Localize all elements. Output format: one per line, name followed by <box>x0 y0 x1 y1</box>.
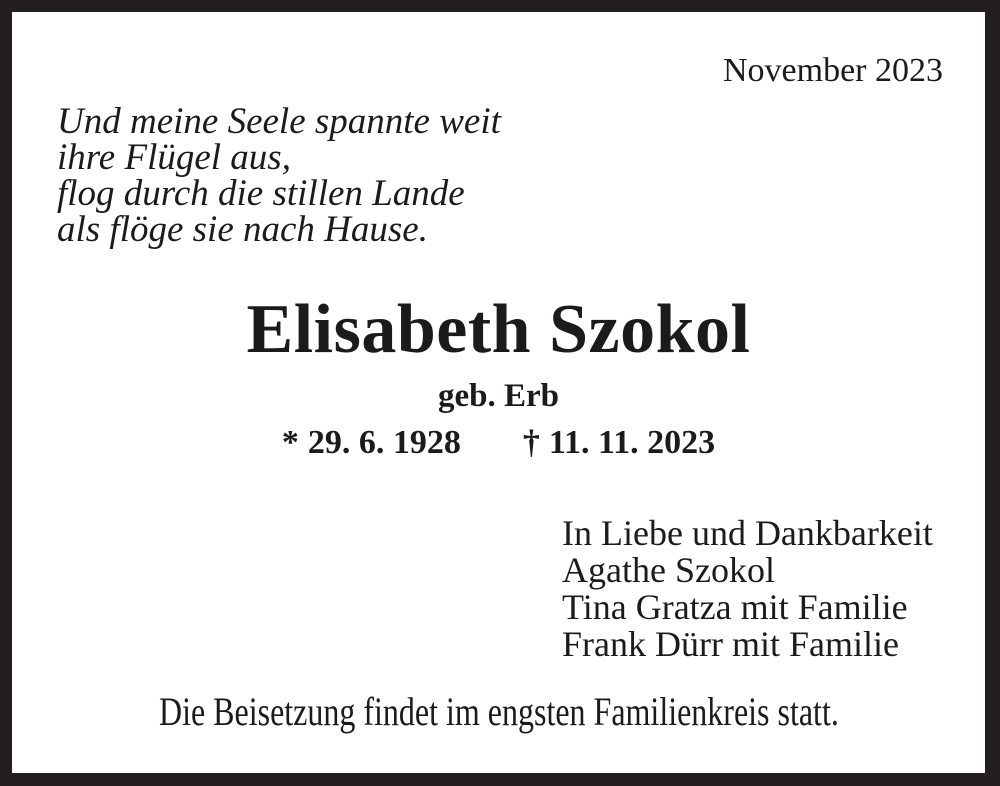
poem-line: ihre Flügel aus, <box>57 137 291 178</box>
poem-line: Und meine Seele spannte weit <box>57 101 501 142</box>
memorial-poem <box>57 101 501 250</box>
funeral-note <box>12 690 985 734</box>
death-date <box>523 426 715 460</box>
mourners-list <box>562 515 933 663</box>
mourner-line: Tina Gratza mit Familie <box>562 587 908 627</box>
life-dates <box>12 426 985 460</box>
poem-line: als flöge sie nach Hause. <box>57 209 428 250</box>
deceased-name: Elisabeth Szokol <box>246 291 751 368</box>
maiden-name: geb. Erb <box>437 378 559 414</box>
mourner-line: Frank Dürr mit Familie <box>562 624 899 664</box>
mourner-line: Agathe Szokol <box>562 550 775 590</box>
mourners-intro: In Liebe und Dankbarkeit <box>562 513 933 553</box>
death-date-value: 11. 11. 2023 <box>548 424 716 461</box>
issue-date: November 2023 <box>722 52 943 89</box>
birth-date-value: 29. 6. 1928 <box>307 424 461 461</box>
born-star-icon: * <box>281 424 299 461</box>
poem-line: flog durch die stillen Lande <box>57 173 465 214</box>
funeral-note-text: Die Beisetzung findet im engsten Familienkreis statt. <box>158 689 839 734</box>
birth-date <box>282 426 461 460</box>
died-cross-icon: † <box>522 424 540 461</box>
